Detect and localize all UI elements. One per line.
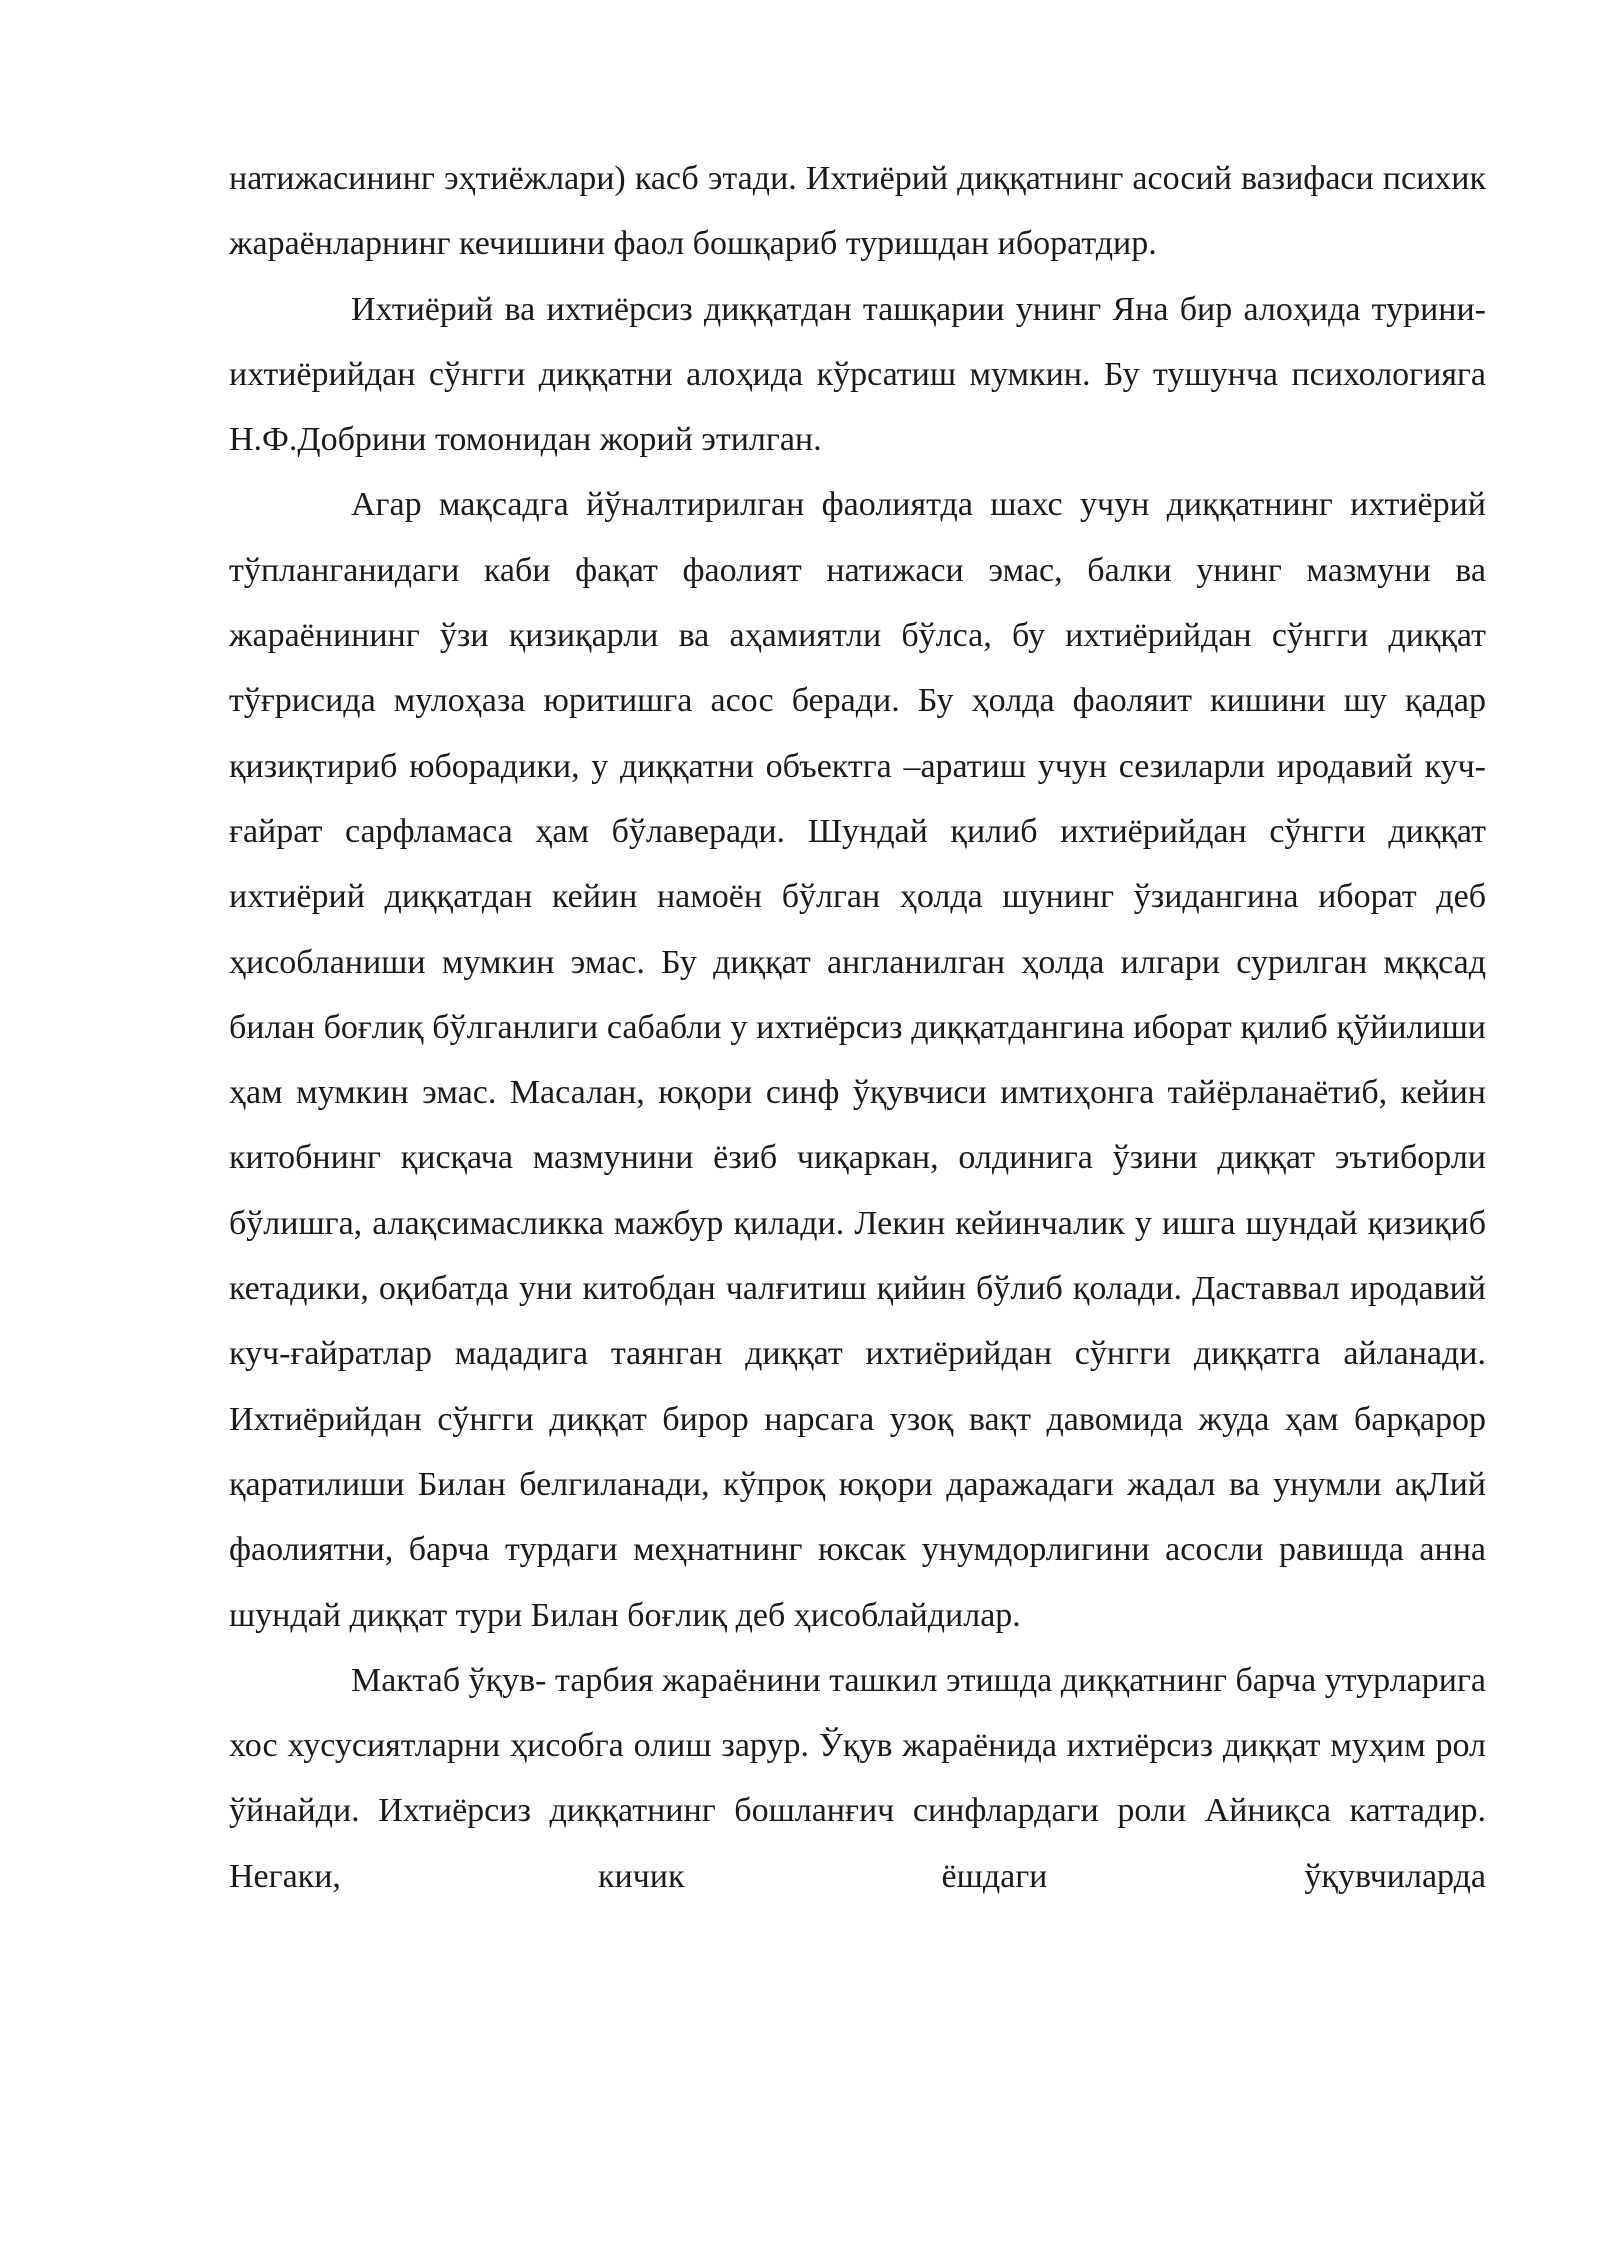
paragraph-2: Ихтиёрий ва ихтиёрсиз диққатдан ташқарии унинг Яна бир алоҳида турини- ихтиёрийдан сўнгги диққатни алоҳида кўрсатиш мумкин. Бу тушунча психологияга Н.Ф.Добрини томонидан жорий этилган. <box>229 290 1486 459</box>
paragraph-3: Агар мақсадга йўналтирилган фаолиятда шахс учун диққатнинг ихтиёрий тўпланганидаги каби фақат фаолият натижаси эмас, балки унинг мазмуни ва жараёнининг ўзи қизиқарли ва аҳамиятли бўлса, бу ихтиёрийдан сўнгги диққат тўғрисида мулоҳаза юритишга асос беради. Бу ҳолда фаоляит кишини шу қадар қизиқтириб юборадики, у диққатни объектга –аратиш учун сезиларли иродавий куч-ғайрат сарфламаса ҳам бўлаверади. Шундай қилиб ихтиёрийдан сўнгги диққат ихтиёрий диққатдан кейин намоён бўлган ҳолда шунинг ўзидангина иборат деб ҳисобланиши мумкин эмас. Бу диққат англанилган ҳолда илгари сурилган мққсад билан боғлиқ бўлганлиги сабабли у ихтиёрсиз диққатдангина иборат қилиб қўйилиши ҳам мумкин эмас. Масалан, юқори синф ўқувчиси имтиҳонга тайёрланаётиб, кейин китобнинг қисқача мазмунини ёзиб чиқаркан, олдинига ўзини диққат эътиборли бўлишга, алақсимасликка мажбур қилади. Лекин кейинчалик у ишга шундай қизиқиб кетадики, оқибатда уни китобдан чалғитиш қийин бўлиб қолади. Даставвал иродавий куч-ғайратлар мададига таянган диққат ихтиёрийдан сўнгги диққатга айланади. Ихтиёрийдан сўнгги диққат бирор нарсага узоқ вақт давомида жуда ҳам барқарор қаратилиши Билан белгиланади, кўпроқ юқори даражадаги жадал ва унумли ақЛий фаолиятни, барча турдаги меҳнатнинг юксак унумдорлигини асосли равишда анна шундай диққат тури Билан боғлиқ деб ҳисоблайдилар. <box>229 486 1486 1634</box>
paragraph-4: Мактаб ўқув- тарбия жараёнини ташкил этишда диққатнинг барча утурларига хос хусусиятларни ҳисобга олиш зарур. Ўқув жараёнида ихтиёрсиз диққат муҳим рол ўйнайди. Ихтиёрсиз диққатнинг бошланғич синфлардаги роли Айниқса каттадир. Негаки, кичик ёшдаги ўқувчиларда <box>229 1661 1486 1895</box>
document-body <box>229 146 1486 1909</box>
paragraph-1: натижасининг эҳтиёжлари) касб этади. Ихтиёрий диққатнинг асосий вазифаси психик жараёнларнинг кечишини фаол бошқариб туришдан иборатдир. <box>229 160 1486 263</box>
